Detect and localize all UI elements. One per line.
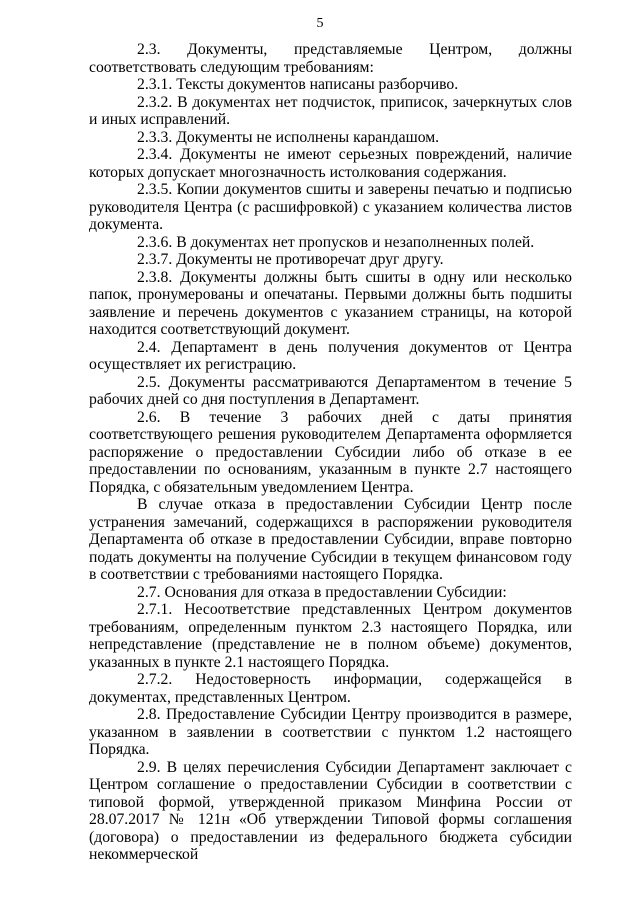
paragraph-2-3-5: 2.3.5. Копии документов сшиты и заверены печатью и подписью руководителя Центра (с расшифровкой) с указанием количества листов документа. (89, 181, 572, 233)
paragraph-2-9: 2.9. В целях перечисления Субсидии Департамент заключает с Центром соглашение о предоставлении Субсидии в соответствии с типовой формой, утвержденной приказом Минфина России от 28.07.2017 № 121н «Об утверждении Типовой формы соглашения (договора) о предоставлении из федерального бюджета субсидии некоммерческой (89, 758, 572, 863)
paragraph-2-3-6: 2.3.6. В документах нет пропусков и незаполненных полей. (137, 233, 535, 251)
paragraph-2-4: 2.4. Департамент в день получения документов от Центра осуществляет их регистрацию. (89, 338, 572, 373)
paragraph-2-7-1: 2.7.1. Несоответствие представленных Центром документов требованиям, определенным пунктом 2.3 настоящего Порядка, или непредставление (представление не в полном объеме) документов, указанных в пункте 2.1 настоящего Порядка. (89, 601, 572, 671)
paragraph-2-3-4: 2.3.4. Документы не имеют серьезных повреждений, наличие которых допускает многозначность истолкования содержания. (89, 146, 572, 181)
paragraph-2-6-refusal: В случае отказа в предоставлении Субсидии Центр после устранения замечаний, содержащихся в распоряжении руководителя Департамента об отказе в предоставлении Субсидии, вправе повторно подать документы на получение Субсидии в текущем финансовом году в соответствии с требованиями настоящего Порядка. (89, 496, 572, 583)
paragraph-2-3-3: 2.3.3. Документы не исполнены карандашом. (137, 128, 440, 146)
paragraph-2-3-2: 2.3.2. В документах нет подчисток, приписок, зачеркнутых слов и иных исправлений. (89, 93, 572, 128)
document-body (89, 41, 572, 864)
paragraph-2-3-1: 2.3.1. Тексты документов написаны разборчиво. (137, 76, 459, 93)
paragraph-2-3: 2.3. Документы, представляемые Центром, должны соответствовать следующим требованиям: (89, 41, 572, 76)
paragraph-2-6: 2.6. В течение 3 рабочих дней с даты принятия соответствующего решения руководителем Департамента оформляется распоряжение о предоставлении Субсидии либо об отказе в ее предоставлении по основаниям, указанным в пункте 2.7 настоящего Порядка, с обязательным уведомлением Центра. (89, 408, 572, 496)
paragraph-2-5: 2.5. Документы рассматриваются Департаментом в течение 5 рабочих дней со дня поступления в Департамент. (89, 373, 572, 408)
paragraph-2-3-7: 2.3.7. Документы не противоречат друг другу. (137, 251, 444, 268)
paragraph-2-3-8: 2.3.8. Документы должны быть сшиты в одну или несколько папок, пронумерованы и опечатаны. Первыми должны быть подшиты заявление и перечень документов с указанием страницы, на которой находится соответствующий документ. (89, 268, 572, 338)
paragraph-2-7: 2.7. Основания для отказа в предоставлении Субсидии: (137, 583, 507, 601)
paragraph-2-7-2: 2.7.2. Недостоверность информации, содержащейся в документах, представленных Центром. (89, 671, 572, 706)
paragraph-2-8: 2.8. Предоставление Субсидии Центру производится в размере, указанном в заявлении в соответствии с пунктом 1.2 настоящего Порядка. (89, 706, 572, 758)
page-number: 5 (316, 16, 324, 31)
